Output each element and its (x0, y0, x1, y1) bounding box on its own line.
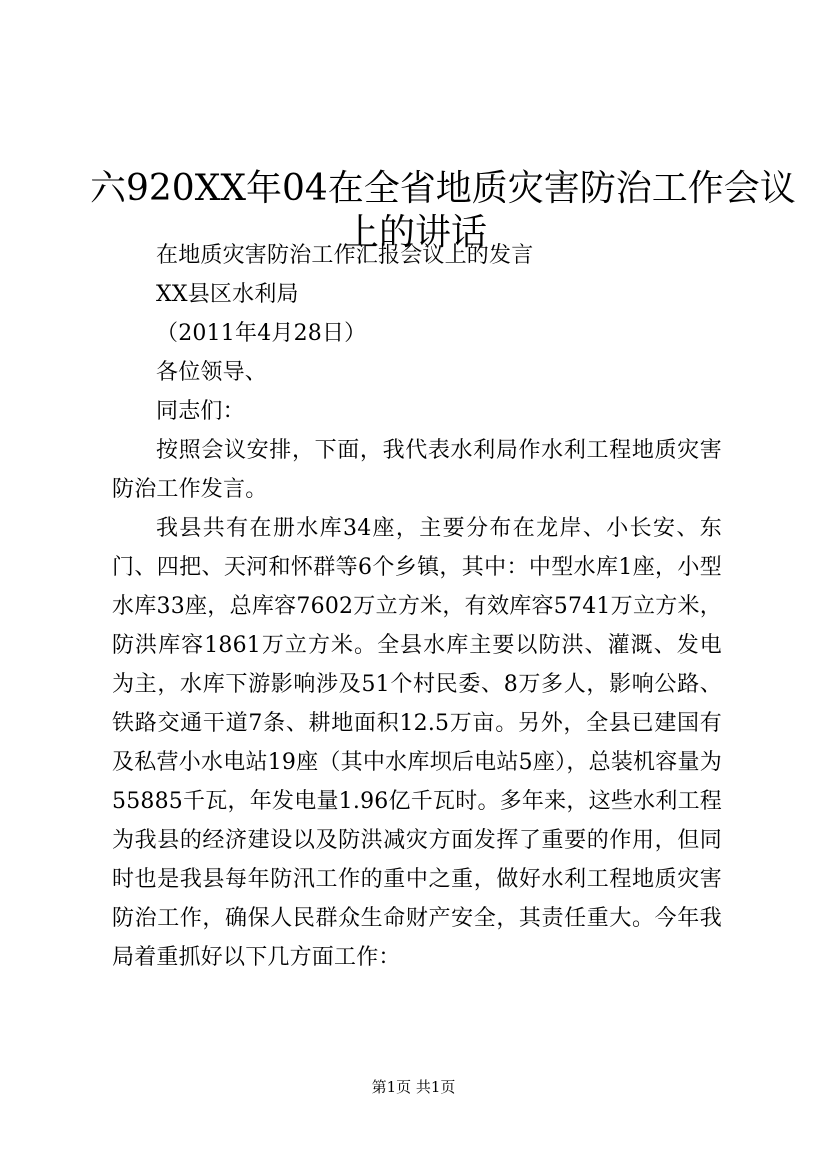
body-paragraph-reservoirs: 我县共有在册水库34座，主要分布在龙岸、小长安、东门、四把、天河和怀群等6个乡镇，其中：中型水库1座，小型水库33座，总库容7602万立方米，有效库容5741万立方米，防洪库容1861万立方米。全县水库主要以防洪、灌溉、发电为主，水库下游影响涉及51个村民委、8万多人，影响公路、铁路交通干道7条、耕地面积12.5万亩。另外，全县已建国有及私营小水电站19座（其中水库坝后电站5座），总装机容量为55885千瓦，年发电量1.96亿千瓦时。多年来，这些水利工程为我县的经济建设以及防洪减灾方面发挥了重要的作用，但同时也是我县每年防汛工作的重中之重，做好水利工程地质灾害防治工作，确保人民群众生命财产安全，其责任重大。今年我局着重抓好以下几方面工作： (112, 516, 722, 970)
salutation-comrades: 同志们： (156, 399, 245, 424)
speech-date: （2011年4月28日） (156, 321, 367, 346)
organization-name: XX县区水利局 (156, 282, 299, 307)
page-footer: 第1页 共1页 (371, 1078, 456, 1096)
speech-subtitle: 在地质灾害防治工作汇报会议上的发言 (156, 243, 534, 268)
body-paragraph-intro: 按照会议安排，下面，我代表水利局作水利工程地质灾害防治工作发言。 (112, 438, 722, 502)
title-line-2: 上的讲话 (342, 212, 487, 254)
salutation-leaders: 各位领导、 (156, 360, 268, 385)
title-line-1: 六920XX年04在全省地质灾害防治工作会议 (90, 168, 796, 210)
document-body (112, 236, 722, 977)
